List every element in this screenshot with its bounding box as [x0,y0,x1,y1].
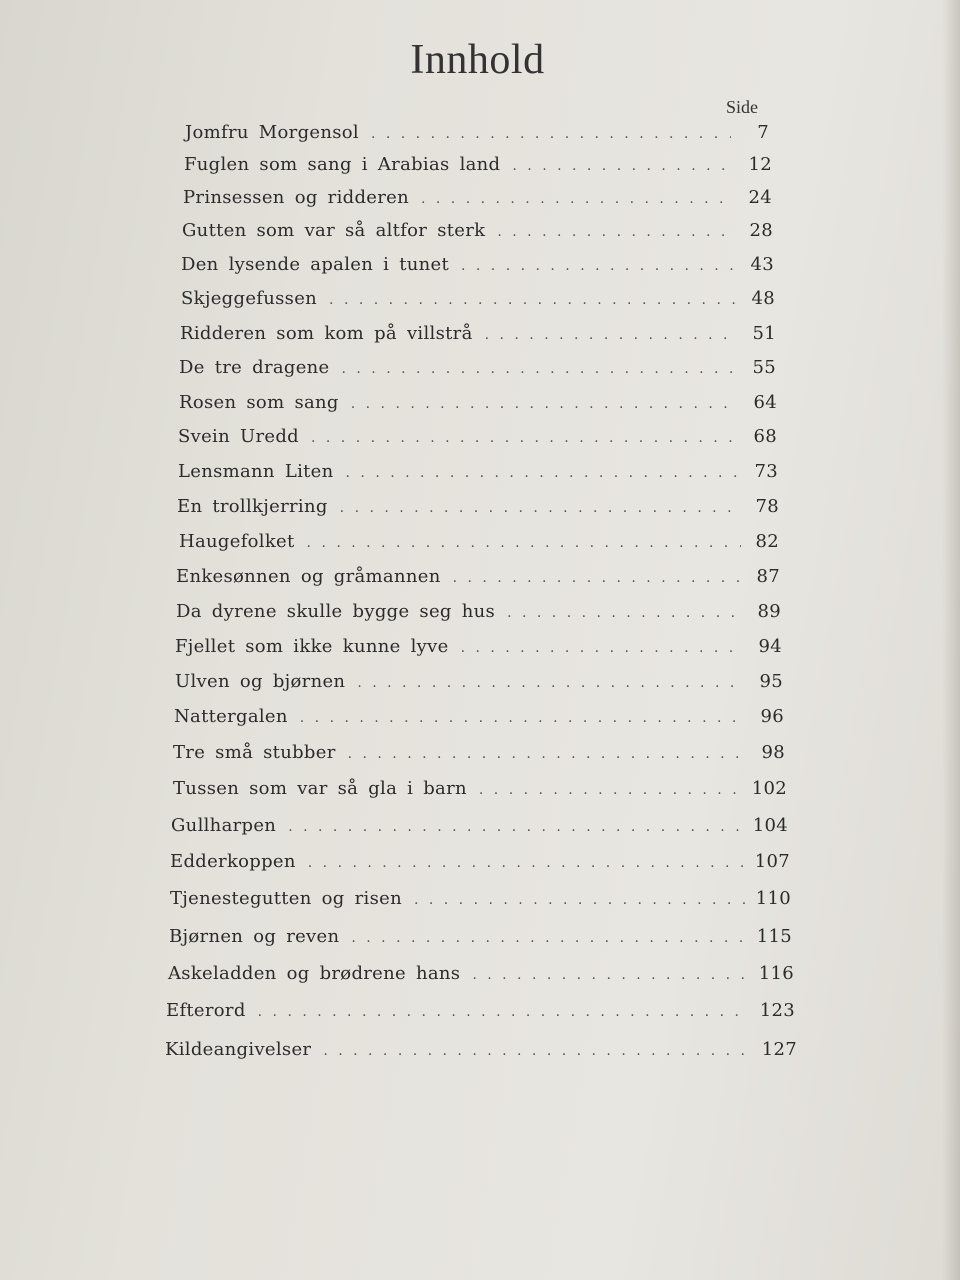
toc-entry-title: Da dyrene skulle bygge seg hus [176,601,496,622]
dot-leader [311,430,739,446]
toc-entry [176,601,781,622]
toc-entry-title: Nattergalen [174,706,288,727]
toc-entry [178,461,778,482]
toc-entry-title: Rosen som sang [179,392,339,413]
dot-leader [346,465,740,481]
toc-entry [180,323,776,344]
toc-entry [179,357,776,378]
dot-leader [453,570,742,586]
toc-entry-title: Gullharpen [171,815,277,836]
dot-leader [329,292,737,308]
toc-entry-page: 55 [752,357,776,378]
dot-leader [342,361,739,377]
dot-leader [497,224,735,240]
toc-entry-title: Bjørnen og reven [169,926,340,947]
toc-entry-page: 82 [755,531,779,552]
dot-leader [351,396,739,412]
toc-entry-title: Ulven og bjørnen [175,671,346,692]
toc-entry-page: 51 [752,323,776,344]
toc-entry-title: Ridderen som kom på villstrå [180,323,473,344]
toc-entry-title: En trollkjerring [177,496,328,517]
dot-leader [340,500,741,516]
toc-entry-page: 48 [751,288,775,309]
toc-entry [184,154,772,175]
toc-entry-title: Enkesønnen og gråmannen [176,566,441,587]
toc-entry [170,888,791,909]
page-title: Innhold [410,37,545,83]
dot-leader [461,258,736,274]
toc-entry-title: Skjeggefussen [181,288,318,309]
dot-leader [323,1043,751,1059]
dot-leader [371,126,731,142]
toc-entry-page: 24 [748,187,772,208]
dot-leader [472,967,748,983]
toc-entry-title: Tussen som var så gla i barn [173,778,467,799]
toc-entry-title: Edderkoppen [170,851,296,872]
toc-entry [170,851,790,872]
toc-entry-title: Askeladden og brødrene hans [168,963,461,984]
toc-entry-page: 116 [758,963,794,984]
toc-entry [182,220,773,241]
toc-entry-title: Lensmann Liten [178,461,334,482]
page-column-label: Side [726,97,759,117]
toc-entry [175,671,783,692]
toc-entry [165,1039,797,1060]
toc-entry-page: 102 [751,778,787,799]
toc-entry [181,288,775,309]
dot-leader [512,158,734,174]
dot-leader [414,892,746,908]
toc-entry-page: 115 [756,926,792,947]
toc-entry-page: 123 [759,1000,795,1021]
dot-leader [308,855,745,871]
toc-entry-title: Fjellet som ikke kunne lyve [175,636,449,657]
dot-leader [357,675,745,691]
dot-leader [507,605,743,621]
toc-entry-title: Haugefolket [179,531,295,552]
toc-entry-title: Den lysende apalen i tunet [181,254,449,275]
toc-entry-page: 107 [754,851,790,872]
toc-entry [183,187,772,208]
toc-entry-page: 104 [752,815,788,836]
toc-entry-page: 110 [755,888,791,909]
dot-leader [288,819,743,835]
toc-entry [178,426,777,447]
toc-entry-page: 96 [760,706,784,727]
toc-entry-title: Prinsessen og ridderen [183,187,409,208]
toc-entry-page: 127 [761,1039,797,1060]
toc-entry [179,392,777,413]
dot-leader [307,535,741,551]
toc-entry-title: Kildeangivelser [165,1039,312,1060]
dot-leader [258,1004,750,1020]
toc-entry-title: Jomfru Morgensol [185,122,359,143]
dot-leader [300,710,746,726]
toc-entry-page: 12 [748,154,772,175]
toc-entry-page: 87 [756,566,780,587]
toc-entry-page: 78 [755,496,779,517]
dot-leader [351,930,746,946]
toc-entry [168,963,794,984]
toc-entry-page: 73 [754,461,778,482]
toc-entry-title: De tre dragene [179,357,330,378]
dot-leader [421,191,734,207]
toc-entry [173,778,787,799]
toc-entry [181,254,774,275]
toc-entry-page: 68 [753,426,777,447]
toc-entry [177,496,779,517]
toc-entry-page: 64 [753,392,777,413]
toc-entry-page: 94 [758,636,782,657]
toc-entry-title: Svein Uredd [178,426,299,447]
dot-leader [479,782,742,798]
toc-entry [175,636,782,657]
toc-entry-title: Efterord [166,1000,246,1021]
toc-entry [179,531,779,552]
toc-entry-title: Tjenestegutten og risen [170,888,402,909]
toc-entry [169,926,792,947]
toc-entry-title: Fuglen som sang i Arabias land [184,154,501,175]
toc-entry-title: Gutten som var så altfor sterk [182,220,486,241]
toc-entry-page: 7 [757,122,769,143]
dot-leader [485,327,738,343]
toc-entry [166,1000,795,1021]
toc-entry-page: 89 [757,601,781,622]
dot-leader [348,746,747,762]
toc-entry-title: Tre små stubber [173,742,336,763]
toc-entry-page: 95 [759,671,783,692]
toc-entry [173,742,785,763]
toc-entry-page: 28 [749,220,773,241]
toc-entry [171,815,788,836]
toc-entry [174,706,784,727]
dot-leader [461,640,744,656]
toc-entry-page: 98 [761,742,785,763]
toc-entry [176,566,780,587]
toc-entry [185,122,769,143]
toc-entry-page: 43 [750,254,774,275]
